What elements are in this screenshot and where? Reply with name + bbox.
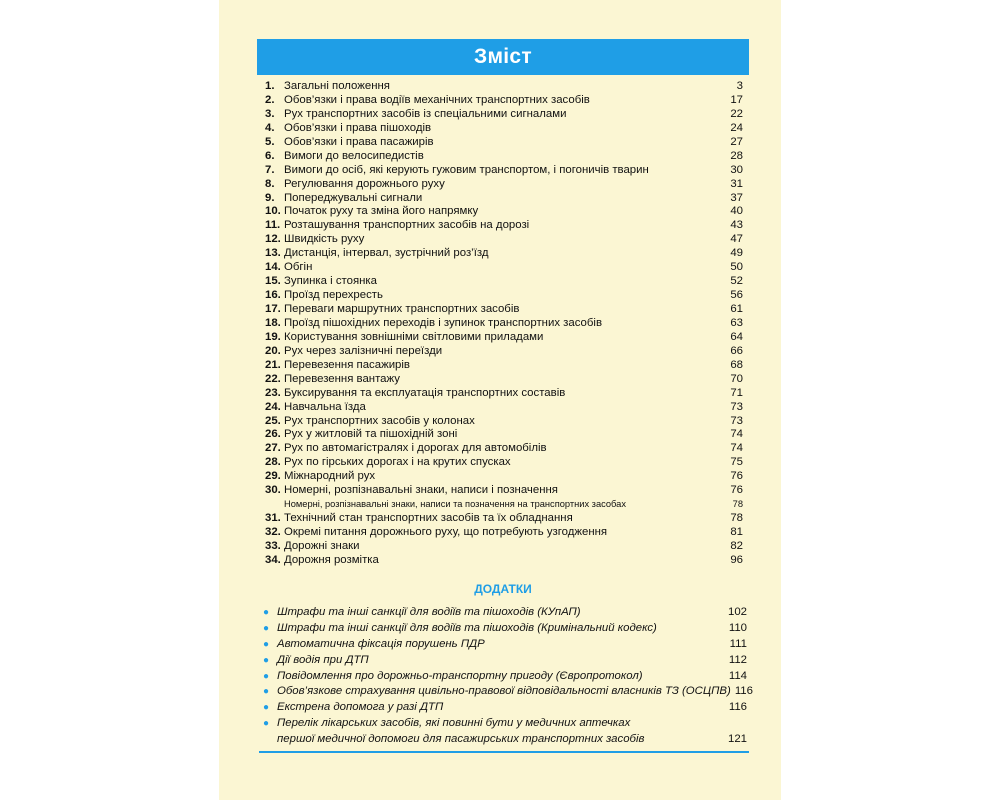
toc-entry[interactable] <box>265 498 743 512</box>
toc-entry[interactable] <box>265 387 743 401</box>
toc-entry-title: Перевезення вантажу <box>284 372 400 385</box>
toc-entry-title: Дорожня розмітка <box>284 553 379 566</box>
toc-entry-title: Дорожні знаки <box>284 539 360 552</box>
toc-entry-page: 70 <box>730 372 743 385</box>
toc-entry[interactable] <box>265 233 743 247</box>
toc-entry[interactable] <box>265 317 743 331</box>
toc-entry-page: 81 <box>730 526 743 538</box>
toc-entry-number: 16. <box>265 289 281 302</box>
toc-entry-number: 28. <box>265 456 281 469</box>
toc-entry-title: Рух транспортних засобів у колонах <box>284 414 475 427</box>
appendix-entry-title-line2: першої медичної допомоги для пасажирських транспортних засобів <box>277 733 645 746</box>
toc-entry-page: 49 <box>730 247 743 260</box>
appendix-entry-title: Обов’язкове страхування цивільно-правової відповідальності власників ТЗ (ОСЦПВ) <box>277 685 731 698</box>
toc-entry-page: 28 <box>730 149 743 162</box>
toc-entry-page: 78 <box>730 512 743 525</box>
appendix-entry[interactable] <box>263 605 747 621</box>
toc-entry[interactable] <box>265 289 743 303</box>
toc-entry-number: 7. <box>265 163 275 176</box>
toc-entry-title: Швидкість руху <box>284 233 365 246</box>
appendix-entry[interactable] <box>263 684 753 700</box>
toc-entry[interactable] <box>265 526 743 540</box>
toc-entry-title: Користування зовнішніми світловими приладами <box>284 330 544 343</box>
toc-entry-title: Навчальна їзда <box>284 400 366 413</box>
toc-entry-page: 74 <box>730 428 743 441</box>
toc-entry-number: 22. <box>265 372 281 385</box>
toc-entry-title: Проїзд пішохідних переходів і зупинок транспортних засобів <box>284 316 603 329</box>
toc-entry-number: 33. <box>265 539 281 552</box>
bullet-icon: ● <box>263 702 270 714</box>
toc-entry-page: 64 <box>730 330 743 343</box>
toc-entry[interactable] <box>265 401 743 415</box>
toc-entry-title: Переваги маршрутних транспортних засобів <box>284 303 520 315</box>
toc-entry-number: 4. <box>265 121 275 134</box>
toc-entry-number: 27. <box>265 442 281 455</box>
toc-entry-number: 17. <box>265 303 281 315</box>
toc-entry-page: 73 <box>730 400 743 413</box>
toc-entry-title: Обов’язки і права пішоходів <box>284 121 432 134</box>
toc-entry-number: 20. <box>265 344 281 357</box>
toc-entry-page: 56 <box>730 289 743 302</box>
toc-entry[interactable] <box>265 345 743 359</box>
toc-entry-title: Загальні положення <box>284 80 390 92</box>
appendix-entry-title: Штрафи та інші санкції для водіїв та пішоходів (КУпАП) <box>277 606 581 618</box>
toc-entry[interactable] <box>265 359 743 373</box>
toc-entry-title: Вимоги до осіб, які керують гужовим транспортом, і погоничів тварин <box>284 163 649 176</box>
toc-entry-number: 10. <box>265 205 281 218</box>
appendix-heading-label: ДОДАТКИ <box>466 582 540 596</box>
bullet-icon: ● <box>263 670 270 682</box>
appendix-entry-page: 111 <box>729 637 747 650</box>
toc-entry-title: Буксирування та експлуатація транспортних составів <box>284 386 566 399</box>
toc-entry-number: 18. <box>265 316 281 329</box>
bottom-divider <box>259 751 749 753</box>
appendix-entry[interactable] <box>263 669 747 685</box>
toc-entry-title: Дистанція, інтервал, зустрічний роз’їзд <box>284 247 489 260</box>
toc-entry-page: 61 <box>730 303 743 315</box>
toc-entry[interactable] <box>265 164 743 178</box>
toc-entry-number: 15. <box>265 275 281 288</box>
toc-entry[interactable] <box>265 442 743 456</box>
appendix-entry[interactable] <box>263 716 747 732</box>
appendix-entry-page: 110 <box>728 621 747 634</box>
page-title: Зміст <box>474 45 532 68</box>
toc-entry-number: 31. <box>265 512 281 525</box>
bullet-icon: ● <box>263 622 270 634</box>
toc-entry-title: Технічний стан транспортних засобів та їх обладнання <box>284 512 573 525</box>
toc-entry-number: 11. <box>265 219 281 232</box>
appendix-entry-title: Штрафи та інші санкції для водіїв та пішоходів (Кримінальний кодекс) <box>277 621 657 634</box>
toc-entry[interactable] <box>265 456 743 470</box>
toc-entry-page: 66 <box>730 344 743 357</box>
toc-entry-number: 9. <box>265 191 275 204</box>
toc-entry-title: Попереджувальні сигнали <box>284 191 423 204</box>
bullet-icon: ● <box>263 638 270 650</box>
toc-entry-page: 75 <box>730 456 743 469</box>
toc-entry-title: Початок руху та зміна його напрямку <box>284 205 479 218</box>
appendix-entry-continued[interactable] <box>263 732 747 748</box>
toc-entry[interactable] <box>265 205 743 219</box>
toc-entry-title: Рух у житловій та пішохідній зоні <box>284 428 458 441</box>
appendix-list <box>263 605 753 748</box>
toc-entry-page: 3 <box>736 80 743 92</box>
toc-entry[interactable] <box>265 219 743 233</box>
toc-entry-number: 30. <box>265 484 281 497</box>
appendix-entry[interactable] <box>263 653 747 669</box>
toc-entry-title: Рух по гірських дорогах і на крутих спусках <box>284 456 511 469</box>
toc-entry-page: 50 <box>730 261 743 274</box>
toc-entry-number: 34. <box>265 553 281 566</box>
toc-entry[interactable] <box>265 122 743 136</box>
toc-entry-title: Номерні, розпізнавальні знаки, написи і позначення <box>284 484 558 497</box>
toc-entry[interactable] <box>265 428 743 442</box>
toc-entry-title: Номерні, розпізнавальні знаки, написи та позначення на транспортних засобах <box>284 499 626 510</box>
toc-entry-title: Регулювання дорожнього руху <box>284 177 445 190</box>
toc-entry-page: 31 <box>730 177 743 190</box>
toc-entry-page: 40 <box>730 205 743 218</box>
toc-entry-page: 37 <box>730 191 743 204</box>
bullet-icon: ● <box>263 654 270 666</box>
appendix-entry-page: 114 <box>728 669 747 682</box>
bullet-icon: ● <box>263 607 270 618</box>
toc-entry[interactable] <box>265 247 743 261</box>
table-of-contents <box>265 80 743 568</box>
toc-entry-title: Обов’язки і права водіїв механічних транспортних засобів <box>284 93 590 106</box>
toc-entry[interactable] <box>265 373 743 387</box>
toc-entry[interactable] <box>265 331 743 345</box>
toc-entry-number: 29. <box>265 470 281 483</box>
toc-entry-page: 71 <box>730 386 743 399</box>
appendix-entry-page: 116 <box>734 685 753 698</box>
toc-entry-page: 73 <box>730 414 743 427</box>
toc-entry-number: 5. <box>265 135 275 148</box>
toc-entry-title: Обов’язки і права пасажирів <box>284 135 434 148</box>
toc-entry-page: 47 <box>730 233 743 246</box>
appendix-entry-title: Повідомлення про дорожньо-транспортну пригоду (Європротокол) <box>277 669 643 682</box>
toc-entry-page: 43 <box>730 219 743 232</box>
toc-entry-number: 13. <box>265 247 281 260</box>
toc-entry-page: 22 <box>730 107 743 120</box>
toc-entry-number: 6. <box>265 149 275 162</box>
toc-entry-title: Окремі питання дорожнього руху, що потребують узгодження <box>284 526 608 538</box>
toc-entry[interactable] <box>265 150 743 164</box>
appendix-entry[interactable] <box>263 637 747 653</box>
toc-entry-page: 68 <box>730 358 743 371</box>
toc-entry[interactable] <box>265 540 743 554</box>
toc-entry-number: 8. <box>265 177 275 190</box>
toc-entry-title: Вимоги до велосипедистів <box>284 149 424 162</box>
toc-entry-page: 76 <box>730 470 743 483</box>
appendix-entry[interactable] <box>263 700 747 716</box>
toc-entry-title: Рух через залізничні переїзди <box>284 344 443 357</box>
toc-entry-title: Рух по автомагістралях і дорогах для автомобілів <box>284 442 547 455</box>
appendix-heading <box>257 582 749 596</box>
appendix-entry-page: 121 <box>727 733 747 746</box>
toc-entry[interactable] <box>265 484 743 498</box>
toc-entry-title: Розташування транспортних засобів на дорозі <box>284 219 530 232</box>
toc-entry[interactable] <box>265 94 743 108</box>
toc-entry-number: 12. <box>265 233 281 246</box>
toc-entry-page: 78 <box>732 499 743 510</box>
toc-entry[interactable] <box>265 80 743 94</box>
toc-entry[interactable] <box>265 415 743 429</box>
toc-entry-page: 24 <box>730 121 743 134</box>
toc-entry[interactable] <box>265 178 743 192</box>
toc-entry-page: 82 <box>730 539 743 552</box>
toc-entry-title: Міжнародний рух <box>284 470 376 483</box>
toc-entry[interactable] <box>265 470 743 484</box>
toc-entry-page: 17 <box>730 93 743 106</box>
toc-entry-page: 52 <box>730 275 743 288</box>
appendix-entry-page: 116 <box>728 701 747 714</box>
appendix-entry-title: Дії водія при ДТП <box>277 653 369 666</box>
appendix-entry-title: Автоматична фіксація порушень ПДР <box>277 637 485 650</box>
document-page <box>219 0 781 800</box>
toc-entry-number: 2. <box>265 93 275 106</box>
toc-entry-number: 19. <box>265 330 281 343</box>
toc-entry[interactable] <box>265 303 743 317</box>
toc-entry-number: 32. <box>265 526 281 538</box>
toc-entry[interactable] <box>265 275 743 289</box>
toc-entry-number: 21. <box>265 358 281 371</box>
toc-entry[interactable] <box>265 512 743 526</box>
toc-entry-page: 30 <box>730 163 743 176</box>
toc-entry-number: 26. <box>265 428 281 441</box>
appendix-entry-page: 102 <box>727 606 747 618</box>
bullet-icon: ● <box>263 686 270 698</box>
toc-entry-title: Перевезення пасажирів <box>284 358 410 371</box>
contents-header <box>257 39 749 75</box>
appendix-entry[interactable] <box>263 621 747 637</box>
bullet-icon: ● <box>263 718 270 730</box>
toc-entry[interactable] <box>265 192 743 206</box>
toc-entry-title: Обгін <box>284 261 313 274</box>
toc-entry-page: 74 <box>730 442 743 455</box>
toc-entry[interactable] <box>265 554 743 568</box>
appendix-entry-page: 112 <box>728 653 747 666</box>
toc-entry-page: 27 <box>730 135 743 148</box>
toc-entry-number: 24. <box>265 400 281 413</box>
toc-entry-number: 25. <box>265 414 281 427</box>
toc-entry[interactable] <box>265 136 743 150</box>
toc-entry-title: Проїзд перехресть <box>284 289 383 302</box>
toc-entry-title: Зупинка і стоянка <box>284 275 377 288</box>
toc-entry-number: 3. <box>265 107 275 120</box>
toc-entry-page: 76 <box>730 484 743 497</box>
toc-entry-number: 1. <box>265 80 275 92</box>
toc-entry[interactable] <box>265 261 743 275</box>
toc-entry-page: 96 <box>730 553 743 566</box>
toc-entry-title: Рух транспортних засобів із спеціальними сигналами <box>284 107 567 120</box>
appendix-entry-title: Перелік лікарських засобів, які повинні бути у медичних аптечках <box>277 717 631 730</box>
appendix-entry-title: Екстрена допомога у разі ДТП <box>277 701 444 714</box>
toc-entry-page: 63 <box>730 316 743 329</box>
toc-entry-number: 14. <box>265 261 281 274</box>
toc-entry-number: 23. <box>265 386 281 399</box>
toc-entry[interactable] <box>265 108 743 122</box>
